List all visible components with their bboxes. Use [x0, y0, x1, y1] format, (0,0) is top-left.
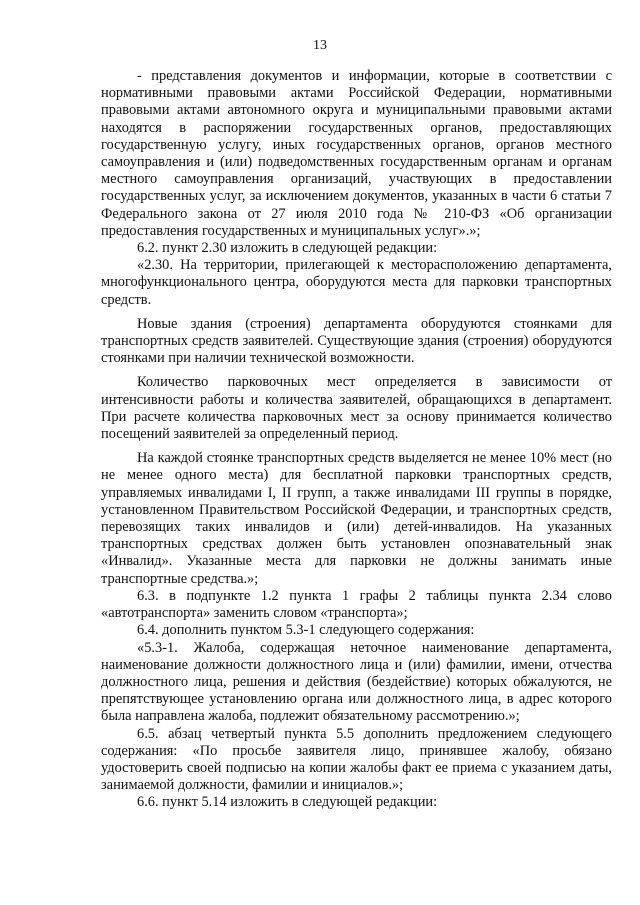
paragraph-clause-6-2: 6.2. пункт 2.30 изложить в следующей редакции:	[137, 240, 438, 257]
paragraph-list-item-documents: - представления документов и информации, которые в соответствии с нормативными правовыми актами Российской Федерации, нормативными правовыми актами автономного округа и муниципальными правовыми актами находятся в распоряжении государственных органов, предоставляющих государственную услугу, иных государственных органов, органов местного самоуправления и (или) подведомственных государственным органам и органам местного самоуправления организаций, участвующих в предоставлении государственных услуг, за исключением документов, указанных в части 6 статьи 7 Федерального закона от 27 июля 2010 года № 210-ФЗ «Об организации предоставления государственных и муниципальных услуг».»;	[101, 68, 612, 239]
paragraph-disabled-parking: На каждой стоянке транспортных средств выделяется не менее 10% мест (но не менее одного места) для бесплатной парковки транспортных средств, управляемых инвалидами I, II групп, а также инвалидами III группы в порядке, установленном Правительством Российской Федерации, и транспортных средств, перевозящих таких инвалидов и (или) детей-инвалидов. На указанных транспортных средствах должен быть установлен опознавательный знак «Инвалид». Указанные места для парковки не должны занимать иные транспортные средства.»;	[101, 450, 612, 587]
paragraph-clause-6-3: 6.3. в подпункте 1.2 пункта 1 графы 2 таблицы пункта 2.34 слово «автотранспорта» заменить словом «транспорта»;	[101, 587, 612, 622]
paragraph-parking-count: Количество парковочных мест определяется в зависимости от интенсивности работы и количества заявителей, обращающихся в департамент. При расчете количества парковочных мест за основу принимается количество посещений заявителей за определенный период.	[101, 374, 612, 443]
paragraph-clause-2-30-intro: «2.30. На территории, прилегающей к месторасположению департамента, многофункционального центра, оборудуются места для парковки транспортных средств.	[101, 257, 612, 308]
paragraph-clause-5-3-1: «5.3-1. Жалоба, содержащая неточное наименование департамента, наименование должности должностного лица и (или) фамилии, имени, отчества должностного лица, решения и действия (бездействие) которых обжалуются, не препятствующее установлению органа или должностного лица, в адрес которого была направлена жалоба, подлежит обязательному рассмотрению.»;	[101, 639, 612, 725]
paragraph-clause-6-5: 6.5. абзац четвертый пункта 5.5 дополнить предложением следующего содержания: «По просьбе заявителя лицо, принявшее жалобу, обязано удостоверить своей подписью на копии жалобы факт ее приема с указанием даты, занимаемой должности, фамилии и инициалов.»;	[101, 725, 612, 794]
paragraph-clause-6-4: 6.4. дополнить пунктом 5.3-1 следующего содержания:	[137, 622, 475, 639]
document-body	[101, 68, 612, 812]
paragraph-new-buildings: Новые здания (строения) департамента оборудуются стоянками для транспортных средств заявителей. Существующие здания (строения) оборудуются стоянками при наличии технической возможности.	[101, 315, 612, 367]
page-number: 13	[313, 38, 327, 53]
paragraph-clause-6-6: 6.6. пункт 5.14 изложить в следующей редакции:	[137, 794, 438, 811]
